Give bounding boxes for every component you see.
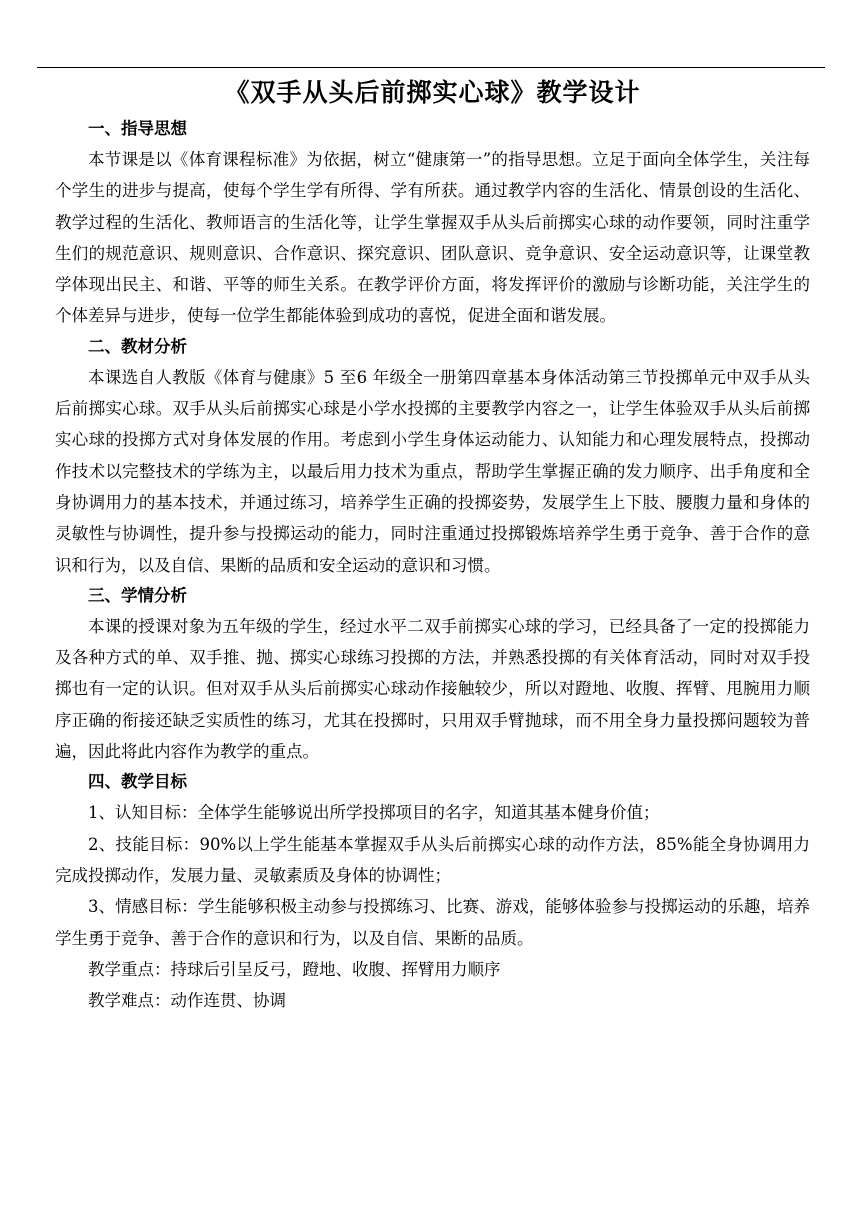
document-body bbox=[55, 72, 810, 1016]
goal-skill: 2、技能目标：90%以上学生能基本掌握双手从头后前掷实心球的动作方法，85%能全身协调用力完成投掷动作，发展力量、灵敏素质及身体的协调性； bbox=[55, 834, 810, 885]
section-paragraph: 本课选自人教版《体育与健康》5 至6 年级全一册第四章基本身体活动第三节投掷单元中双手从头后前掷实心球。双手从头后前掷实心球是小学水投掷的主要教学内容之一，让学生体验双手从头后前掷实心球的投掷方式对身体发展的作用。考虑到小学生身体运动能力、认知能力和心理发展特点，投掷动作技术以完整技术的学练为主，以最后用力技术为重点，帮助学生掌握正确的发力顺序、出手角度和全身协调用力的基本技术，并通过练习，培养学生正确的投掷姿势，发展学生上下肢、腰腹力量和身体的灵敏性与协调性，提升参与投掷运动的能力，同时注重通过投掷锻炼培养学生勇于竞争、善于合作的意识和行为，以及自信、果断的品质和安全运动的意识和习惯。 bbox=[55, 367, 810, 575]
goal-emotional: 3、情感目标：学生能够积极主动参与投掷练习、比赛、游戏，能够体验参与投掷运动的乐趣，培养学生勇于竞争、善于合作的意识和行为，以及自信、果断的品质。 bbox=[55, 897, 810, 948]
section-guiding-ideology bbox=[55, 114, 810, 332]
section-heading: 二、教材分析 bbox=[88, 336, 187, 356]
section-textbook-analysis bbox=[55, 332, 810, 581]
section-heading: 三、学情分析 bbox=[88, 585, 187, 605]
document-title: 《双手从头后前掷实心球》教学设计 bbox=[224, 78, 641, 107]
goal-cognitive: 1、认知目标：全体学生能够说出所学投掷项目的名字，知道其基本健身价值； bbox=[88, 803, 660, 823]
section-student-analysis bbox=[55, 581, 810, 767]
header-rule bbox=[37, 67, 825, 68]
section-paragraph: 本节课是以《体育课程标准》为依据，树立“健康第一”的指导思想。立足于面向全体学生，关注每个学生的进步与提高，使每个学生学有所得、学有所获。通过教学内容的生活化、情景创设的生活化、教学过程的生活化、教师语言的生活化等，让学生掌握双手从头后前掷实心球的动作要领，同时注重学生们的规范意识、规则意识、合作意识、探究意识、团队意识、竞争意识、安全运动意识等，让课堂教学体现出民主、和谐、平等的师生关系。在教学评价方面，将发挥评价的激励与诊断功能，关注学生的个体差异与进步，使每一位学生都能体验到成功的喜悦，促进全面和谐发展。 bbox=[55, 150, 810, 326]
section-heading: 一、指导思想 bbox=[88, 119, 187, 138]
section-heading: 四、教学目标 bbox=[88, 772, 187, 792]
teaching-difficulty: 教学难点：动作连贯、协调 bbox=[88, 991, 286, 1011]
section-teaching-goals bbox=[55, 767, 810, 1016]
section-paragraph: 本课的授课对象为五年级的学生，经过水平二双手前掷实心球的学习，已经具备了一定的投掷能力及各种方式的单、双手推、抛、掷实心球练习投掷的方法，并熟悉投掷的有关体育活动，同时对双手投掷也有一定的认识。但对双手从头后前掷实心球动作接触较少，所以对蹬地、收腹、挥臂、甩腕用力顺序正确的衔接还缺乏实质性的练习，尤其在投掷时，只用双手臂抛球，而不用全身力量投掷问题较为普遍，因此将此内容作为教学的重点。 bbox=[55, 616, 810, 762]
teaching-key-point: 教学重点：持球后引呈反弓，蹬地、收腹、挥臂用力顺序 bbox=[88, 959, 501, 979]
